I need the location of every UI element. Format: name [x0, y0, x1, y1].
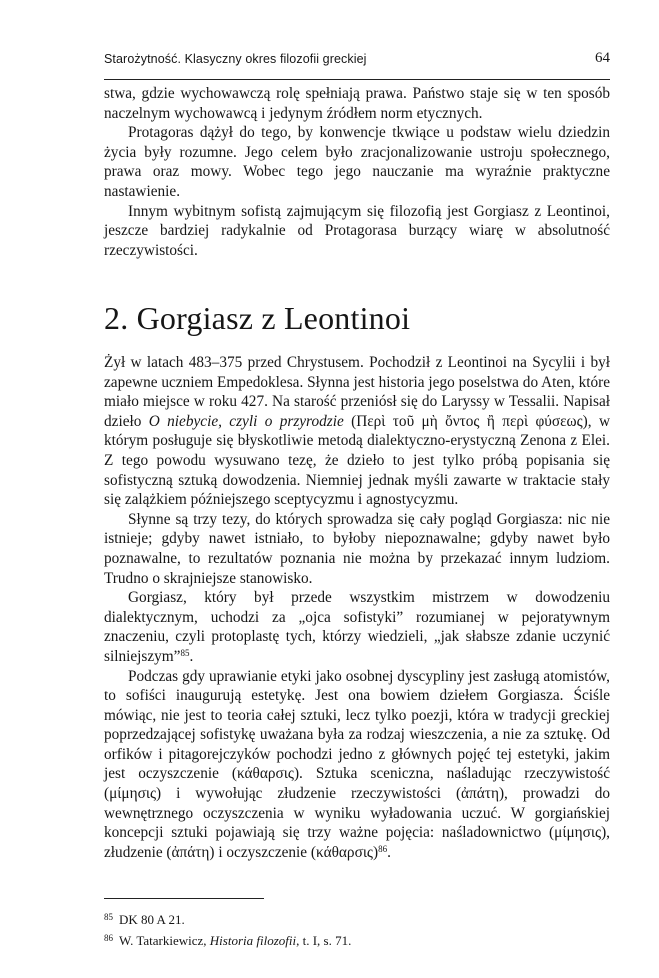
footnote-85: [104, 908, 610, 929]
intro-text: [104, 84, 610, 260]
paragraph-text: Gorgiasz, który był przede wszystkim mistrzem w dowodzeniu dialektycznym, uchodzi za „ojca sofistyki” rozumianej w pejoratywnym znaczeniu, czyli protoplastę tych, którzy wiedzieli, „jak słabsze zdanie uczynić silniejszym”: [104, 589, 610, 665]
body-paragraph-3: [104, 588, 610, 666]
header-divider: [104, 79, 610, 80]
footnote-divider: [104, 898, 264, 899]
body-paragraph-2: Słynne są trzy tezy, do których sprowadza się cały pogląd Gorgiasza: nic nie istnieje; gdyby nawet istniało, to byłoby niepoznawalne; gdyby nawet było poznawalne, to rezultatów poznania nie można by przekazać innym ludziom. Trudno o skrajniejsze stanowisko.: [104, 510, 610, 587]
section-heading: 2. Gorgiasz z Leontinoi: [104, 300, 411, 336]
footnote-number: 85: [104, 912, 113, 922]
section-body: [104, 353, 610, 862]
work-title: O niebycie, czyli o przyrodzie: [148, 412, 344, 430]
page-number: 64: [595, 50, 610, 66]
intro-paragraph-3: Innym wybitnym sofistą zajmującym się filozofią jest Gorgiasz z Leontinoi, jeszcze bardziej radykalnie od Protagorasa burzący wiarę w absolutność rzeczywistości.: [104, 202, 610, 259]
running-title: Starożytność. Klasyczny okres filozofii greckiej: [104, 52, 367, 66]
body-paragraph-1: [104, 353, 610, 510]
footnote-ref-86[interactable]: 86: [378, 843, 388, 854]
paragraph-text: (Περὶ τοῦ μὴ ὄντος ἢ περὶ φύσεως), w którym posługuje się błyskotliwie metodą dialektyczno-erystyczną Zenona z Elei. Z tego powodu wysuwano tezę, że dzieło to jest tylko próbą popisania się sofistyczną sztuką dowodzenia. Niemniej jednak myśli zawarte w traktacie stały się zalążkiem późniejszego sceptycyzmu i agnostycyzmu.: [104, 412, 611, 509]
body-paragraph-4: [104, 667, 610, 863]
paragraph-text: Żył w latach 483–375 przed Chrystusem. Pochodził z Leontinoi na Sycylii i był zapewne uczniem Empedoklesa. Słynna jest historia jego poselstwa do Aten, które miało miejsce w roku 427. Na starość przeniósł się do Laryssy w Tessalii. Napisał dzieło: [104, 354, 610, 430]
footnote-text: DK 80 A 21.: [119, 912, 185, 927]
running-header: [104, 50, 610, 72]
footnote-number: 86: [104, 933, 113, 943]
footnote-work-title: Historia filozofii: [209, 933, 297, 948]
footnote-locator: , t. I, s. 71.: [296, 933, 352, 948]
paragraph-text: Podczas gdy uprawianie etyki jako osobnej dyscypliny jest zasługą atomistów, to sofiści inaugurują estetykę. Jest ona bowiem dziełem Gorgiasza. Ściśle mówiąc, nie jest to teoria całej sztuki, lecz tylko poezji, która w tradycji greckiej poprzedzającej sofistykę uważana była za rodzaj wieszczenia, a nie za sztukę. Od orfików i pitagorejczyków pochodzi jedno z głównych pojęć tej estetyki, jakim jest oczyszczenie (κάθαρσις). Sztuka sceniczna, naśladując rzeczywistość (μίμησις) i wywołując złudzenie rzeczywistości (ἀπάτη), prowadzi do wewnętrznego oczyszczenia w wyniku wyładowania uczuć. W gorgiańskiej koncepcji sztuki pojawiają się trzy ważne pojęcia: naśladownictwo (μίμησις), złudzenie (ἀπάτη) i oczyszczenie (κάθαρσις): [104, 667, 610, 861]
footnote-ref-85[interactable]: 85: [180, 647, 190, 658]
paragraph-end: .: [189, 647, 194, 665]
footnote-author: W. Tatarkiewicz,: [119, 933, 210, 948]
footnote-86: [104, 929, 610, 950]
intro-paragraph-1: stwa, gdzie wychowawczą rolę spełniają prawa. Państwo staje się w ten sposób naczelnym wychowawcą i jedynym źródłem norm etycznych.: [104, 85, 610, 122]
paragraph-end: .: [387, 843, 391, 861]
intro-paragraph-2: Protagoras dążył do tego, by konwencje tkwiące u podstaw wielu dziedzin życia były rozumne. Jego celem było zracjonalizowanie ustroju społecznego, prawa oraz mowy. Wobec tego jego nauczanie ma wyraźnie praktyczne nastawienie.: [104, 124, 610, 200]
footnotes: [104, 908, 610, 950]
